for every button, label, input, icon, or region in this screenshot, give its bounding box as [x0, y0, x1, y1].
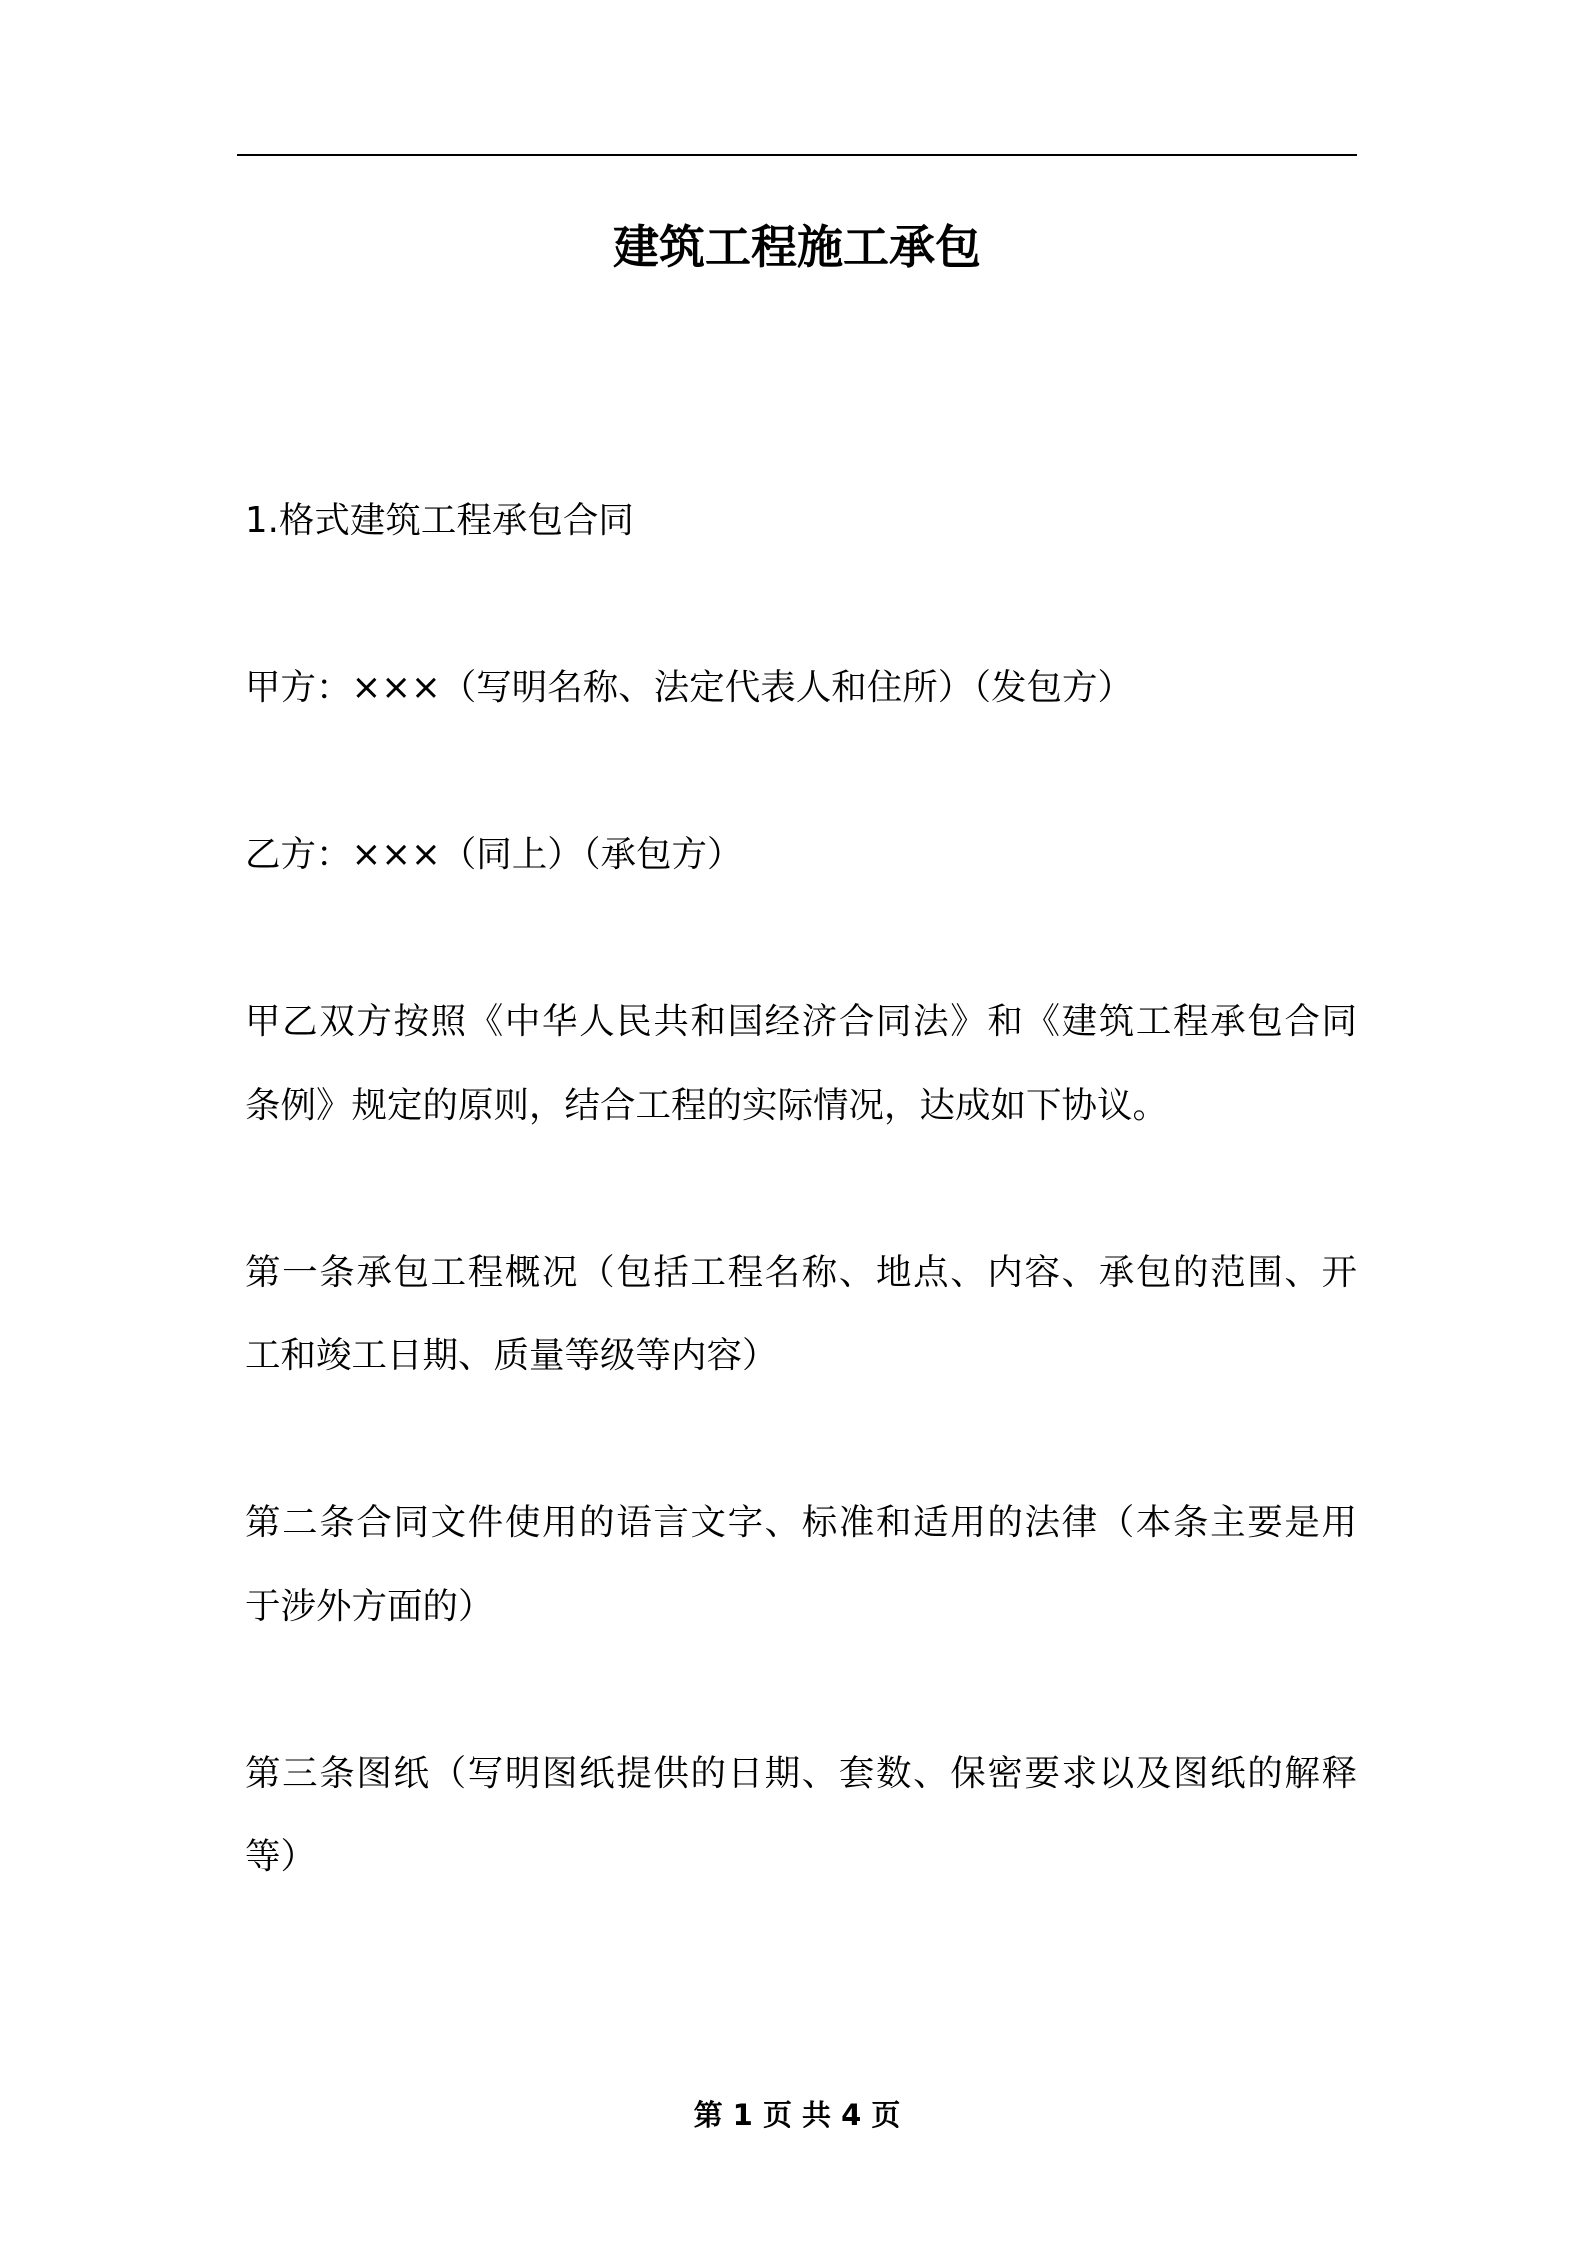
- paragraph-line: 乙方：×××（同上）（承包方）: [245, 834, 743, 875]
- paragraph-section-heading: [245, 479, 1357, 563]
- paragraph-article-1: [245, 1231, 1357, 1398]
- header-rule: [237, 154, 1357, 156]
- paragraph-party-a: [245, 646, 1357, 730]
- paragraph-line: 第二条合同文件使用的语言文字、标准和适用的法律（本条主要是用: [245, 1502, 1357, 1543]
- paragraph-line: 第三条图纸（写明图纸提供的日期、套数、保密要求以及图纸的解释: [245, 1752, 1357, 1794]
- paragraph-agreement-basis: [245, 980, 1357, 1147]
- paragraph-article-3: [245, 1732, 1357, 1899]
- page-number-footer: 第 1 页 共 4 页: [693, 2098, 901, 2132]
- paragraph-line: 等）: [245, 1836, 317, 1877]
- paragraph-line: 第一条承包工程概况（包括工程名称、地点、内容、承包的范围、开: [245, 1251, 1357, 1293]
- paragraph-line: 甲方：×××（写明名称、法定代表人和住所）（发包方）: [245, 667, 1133, 708]
- paragraph-line: 工和竣工日期、质量等级等内容）: [245, 1335, 778, 1376]
- paragraph-line: 条例》规定的原则，结合工程的实际情况，达成如下协议。: [245, 1084, 1169, 1126]
- paragraph-article-2: [245, 1481, 1357, 1648]
- document-body: [245, 479, 1357, 1982]
- paragraph-line: 于涉外方面的）: [245, 1585, 494, 1627]
- paragraph-party-b: [245, 813, 1357, 897]
- paragraph-line: 甲乙双方按照《中华人民共和国经济合同法》和《建筑工程承包合同: [245, 1001, 1357, 1042]
- document-title: 建筑工程施工承包: [613, 220, 981, 274]
- paragraph-line: 1.格式建筑工程承包合同: [245, 500, 634, 541]
